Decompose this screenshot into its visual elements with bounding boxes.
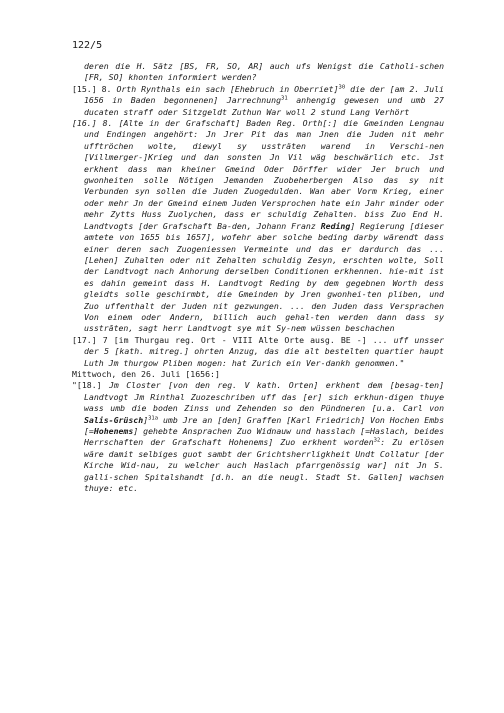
text-segment: Salis-Grüsch [84, 414, 144, 425]
paragraph-15 [72, 84, 444, 118]
text-segment: Jm Closter [von den reg. V kath. Orten] erkhent dem [besag-ten] Landtvogt Jm Rinthal Zuozeschriben uff das [er] sich erkhun-digen thuye wass umb die boden Zinss und Zehenden so den Pündneren [u.a. Carl von [84, 380, 445, 414]
text-segment: " [399, 357, 405, 368]
paragraph-18 [72, 380, 444, 494]
text-segment: umb Jre an [den] Graffen [Karl Friedrich] Von Hochen Embs [= [84, 414, 444, 436]
paragraph-intro [72, 61, 444, 84]
text-segment: [17.] 7 [im Thurgau reg. Ort - VIII Alte Orte ausg. BE -] ... [72, 334, 394, 345]
text-segment: ] gehebte Ansprachen Zuo Widnauw und hasslach [=Haslach, beides Herrschaften der Grafschaft Hohenems] Zuo erkhent worden [84, 426, 444, 448]
text-segment: [15.] 8. [72, 83, 117, 94]
text-segment: ] [143, 414, 149, 425]
text-segment: Hohenems [93, 426, 134, 436]
text-segment: Mittwoch, den 26. Juli [1656:] [72, 368, 220, 379]
text-segment: ] Regierung [dieser amtete von 1655 bis 1657], wofehr aber solche beding darby wärendt dass einer deren sach Zuogeniessen Vermeinte und das er dardurch das ... [Lehen] Zuhalten oder nit Zehalten schuldig Zesyn, erschten wolte, Soll der Landtvogt nach Anhorung derselben Conditionen erkhennen. hie-mit ist es dahin gemeint dass H. Landtvogt Reding by dem gegebnen Worth dess gleidts solle geschirmbt, die Gmeinden by Jren gwonhei-ten pliben, und Zuo uffenthalt der Juden nit gezwungen. ... den Juden dass Versprachen Von einem oder Andern, billich auch gehal-ten werden dann dass sy usstrāten, sagt herr Landtvogt sye mit Sy-nem wüssen beschachen [84, 220, 444, 334]
document-body [72, 61, 444, 494]
paragraph-17 [72, 335, 444, 369]
text-segment: "[18.] [72, 380, 109, 391]
text-segment: deren die H. Sätz [BS, FR, SO, AR] auch ufs Wenigst die Catholi-schen [FR, SO] khonten informiert werden? [84, 61, 444, 83]
text-segment: anhengig gewesen und umb 27 ducaten straff oder Sitzgeldt Zuthun War woll 2 stund Lang Verhört [84, 95, 444, 117]
date-line [72, 369, 444, 380]
footnote-ref: 31 [281, 95, 288, 102]
footnote-ref: 31a [148, 414, 159, 421]
text-segment: Reding [320, 220, 351, 231]
text-segment: Orth Rynthals ein sach [Ehebruch in Oberriet] [116, 83, 339, 94]
text-segment: [16.] 8. [Alte in der Grafschaft] Baden Reg. Orth[:] die Gmeinden Lengnau und Endingen angehört: Jn Jrer Pit das man Jnen die Juden nit mehr ufftröchen wolte, diewyl sy ussträten warend in Verschi-nen [Villmerger-]Krieg und dan sonsten Jn Vil wäg beschwärlich etc. Jst erkhent dass man kheiner Gmeind Oder Dörffer wider Jer bruch und gwonheiten solle Nötigen Jemanden Zuobeherbergen Also das sy nit Verbunden syn sollen die Juden Zuogedulden. Wan aber Vorm Krieg, einer oder mehr Jn der Gmeind einem Juden Versprochen hate ein Jahr minder oder mehr Zytts Huss Zuolychen, dass er schuldig Zehalten. biss Zuo End H. Landtvogts [der Grafschaft Ba-den, Johann Franz [72, 118, 444, 231]
paragraph-16 [72, 118, 444, 335]
page-number: 122/5 [72, 40, 103, 51]
footnote-ref: 30 [338, 84, 346, 91]
footnote-ref: 32 [373, 437, 381, 444]
text-segment: die der [am 2. Juli 1656 in Baden begonnenen] Jarrechnung [84, 83, 444, 106]
text-segment: : Zu erlösen wäre damit selbiges guot sambt der Grichtsherrligkheit Undt Collatur [der Kirche Wid-nau, zu welcher auch Haslach pfarrgenössig war] nit Jn S. galli-schen Spitalshandt [d.h. an die neugl. Stadt St. Gallen] wachsen thuye: etc. [84, 437, 444, 494]
text-segment: uff unsser der 5 [kath. mitreg.] ohrten Anzug, das die alt bestelten quartier haupt Luth Jm thurgow Pliben mogen: hat Zurich ein Ver-dankh genommen. [84, 334, 444, 368]
